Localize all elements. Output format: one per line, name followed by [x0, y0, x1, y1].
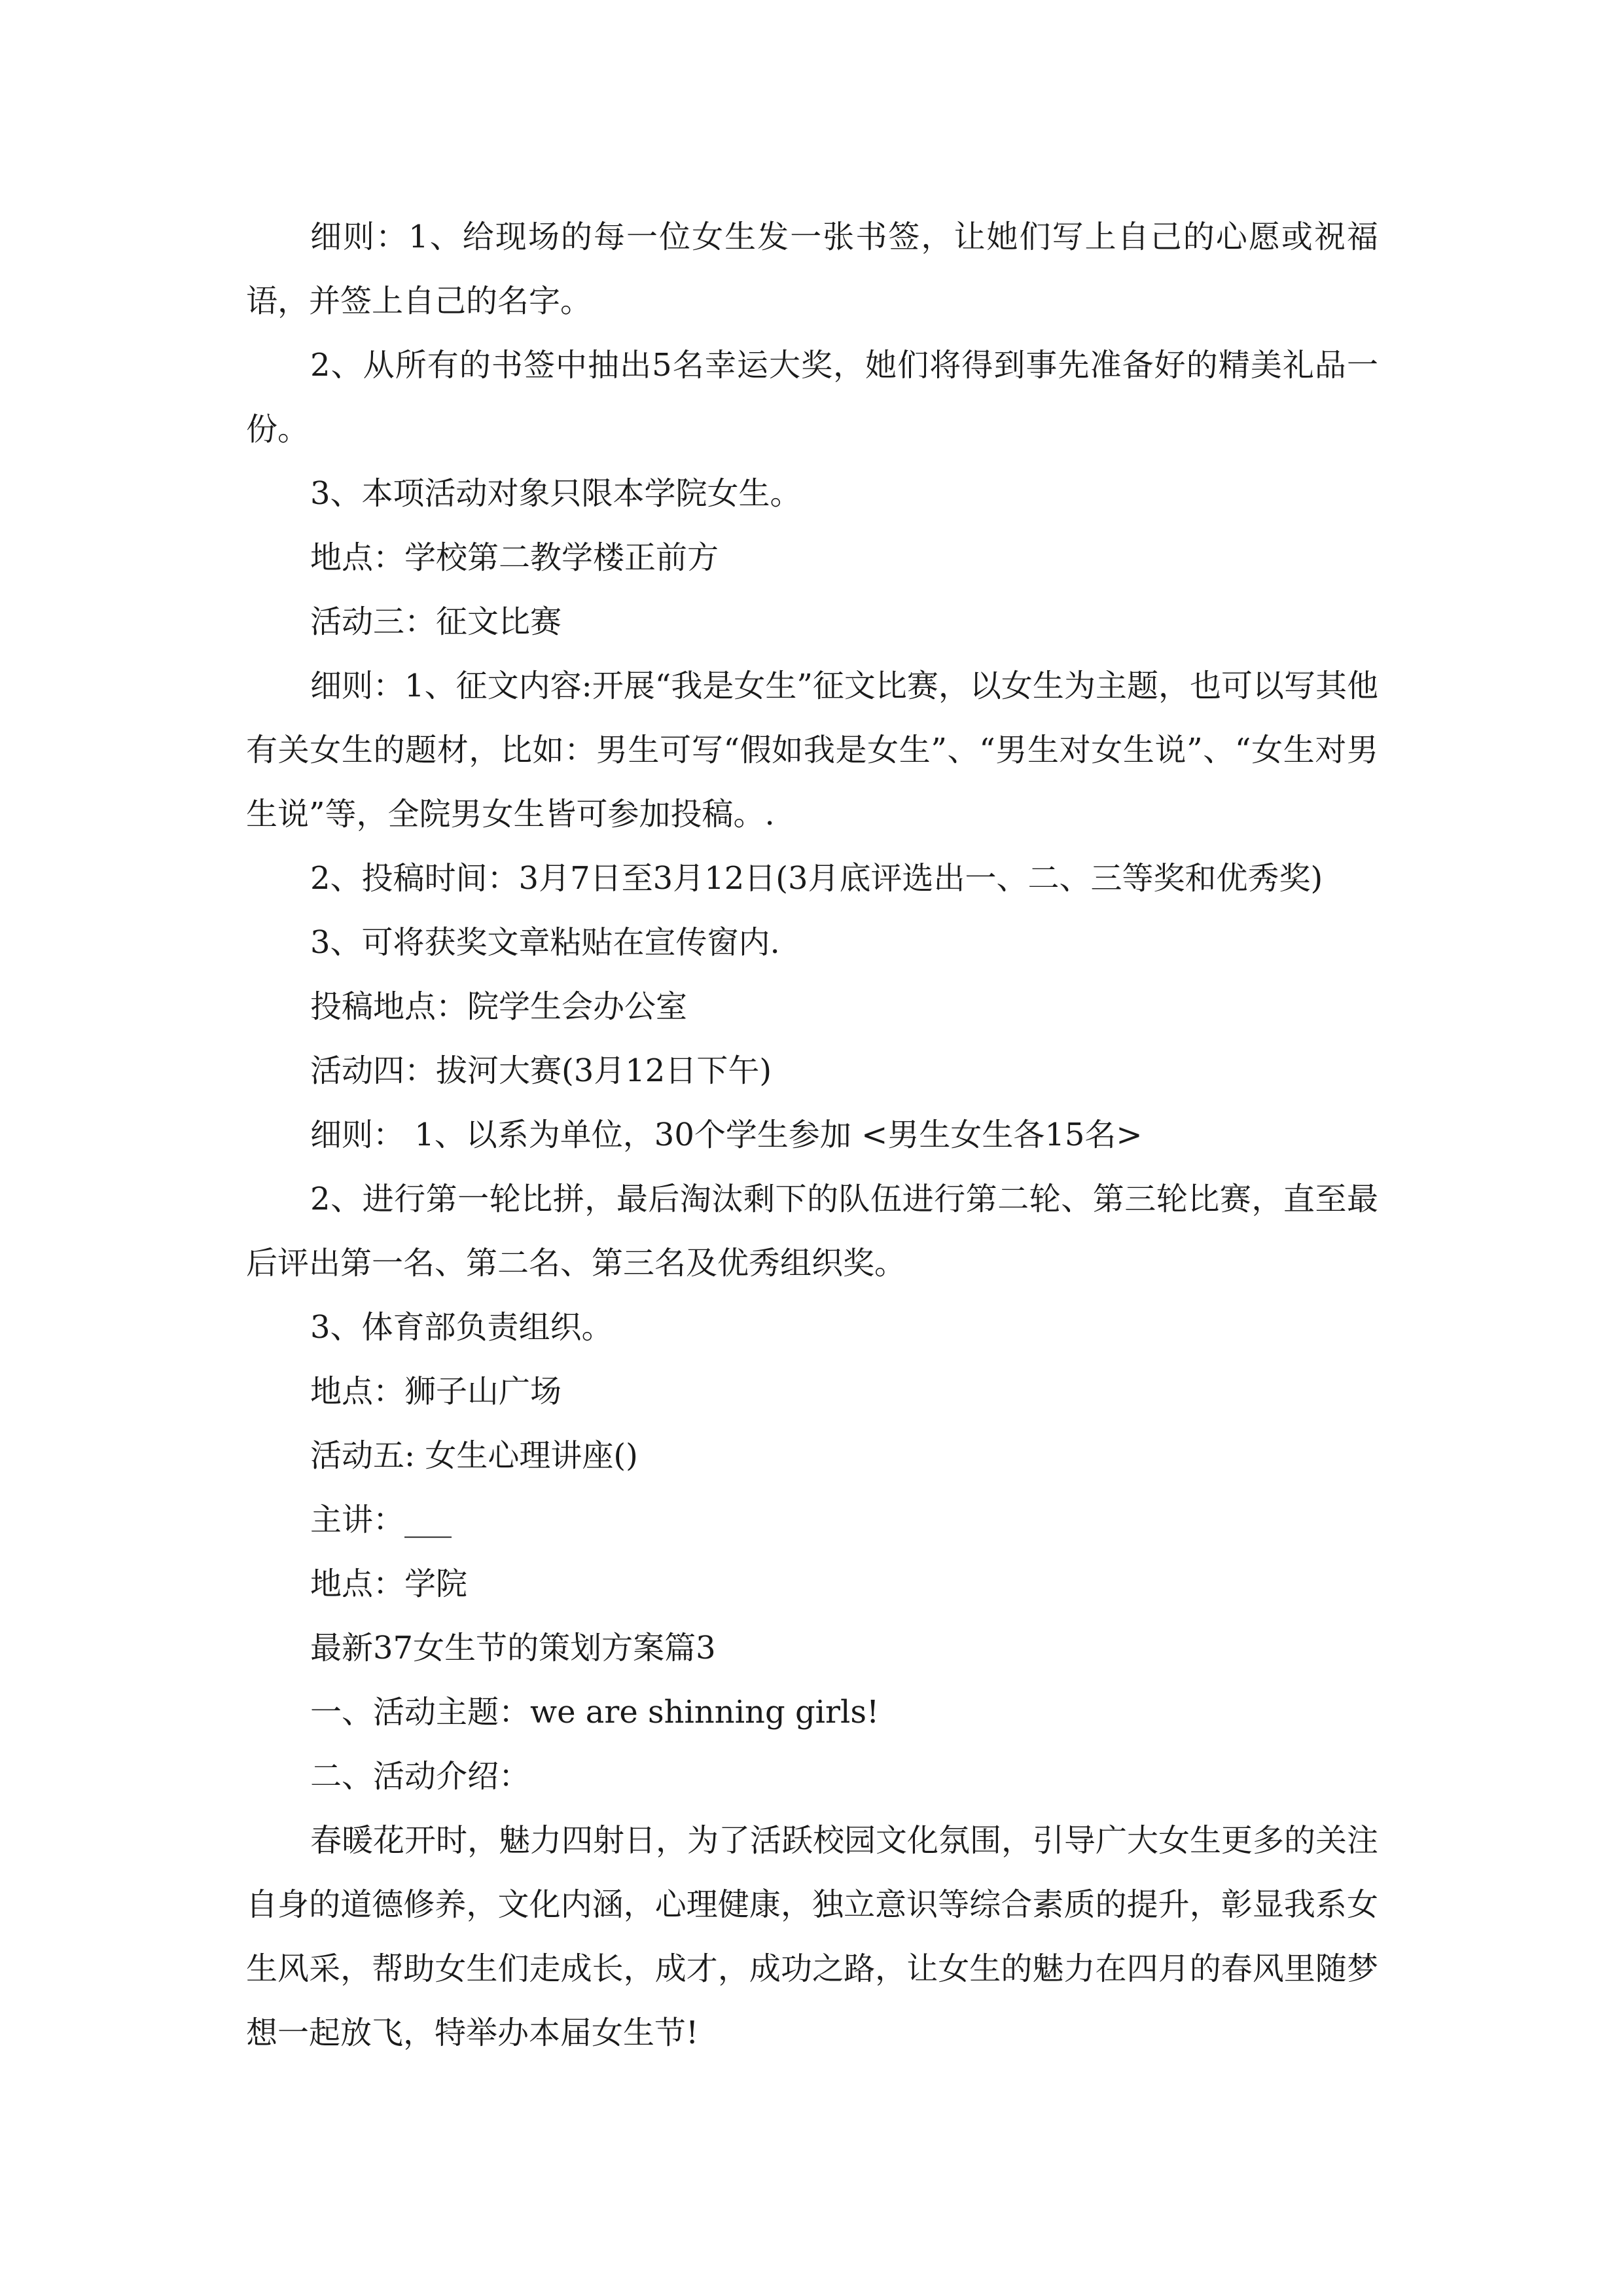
- paragraph-location-3: 地点：学院: [310, 1566, 468, 1602]
- paragraph-location-1: 地点：学校第二教学楼正前方: [310, 539, 719, 576]
- paragraph-tug-rules-2: 2、进行第一轮比拼，最后淘汰剩下的队伍进行第二轮、第三轮比赛，直至最后评出第一名、第二名、第三名及优秀组织奖。: [246, 1181, 1378, 1282]
- paragraph-essay-rules-3: 3、可将获奖文章粘贴在宣传窗内.: [310, 924, 780, 961]
- paragraph-intro-heading: 二、活动介绍：: [310, 1758, 531, 1795]
- paragraph-activity-3: 活动三：征文比赛: [310, 603, 562, 640]
- paragraph-tug-rules-3: 3、体育部负责组织。: [310, 1309, 613, 1346]
- paragraph-intro-body: 春暖花开时，魅力四射日，为了活跃校园文化氛围，引导广大女生更多的关注自身的道德修养，文化内涵，心理健康，独立意识等综合素质的提升，彰显我系女生风采，帮助女生们走成长，成才，成功之路，让女生的魅力在四月的春风里随梦想一起放飞，特举办本届女生节!: [246, 1822, 1379, 2051]
- paragraph-activity-4: 活动四：拔河大赛(3月12日下午): [310, 1052, 772, 1089]
- paragraph-activity-5: 活动五: 女生心理讲座(): [310, 1437, 638, 1474]
- document-body: [246, 205, 1378, 2065]
- paragraph-submission-location: 投稿地点：院学生会办公室: [310, 988, 688, 1025]
- paragraph-rules-1: 细则：1、给现场的每一位女生发一张书签，让她们写上自己的心愿或祝福语，并签上自己的名字。: [246, 219, 1378, 319]
- paragraph-rules-3: 3、本项活动对象只限本学院女生。: [310, 475, 802, 512]
- paragraph-speaker: 主讲：___: [310, 1501, 452, 1538]
- paragraph-essay-rules-1: 细则：1、征文内容:开展“我是女生”征文比赛，以女生为主题，也可以写其他有关女生的题材，比如：男生可写“假如我是女生”、“男生对女生说”、“女生对男生说”等，全院男女生皆可参加投稿。.: [246, 668, 1378, 833]
- paragraph-theme: 一、活动主题：we are shinning girls!: [310, 1694, 880, 1731]
- paragraph-tug-rules-1: 细则： 1、以系为单位，30个学生参加 <男生女生各15名>: [310, 1117, 1143, 1153]
- section-heading: 最新37女生节的策划方案篇3: [310, 1630, 716, 1666]
- paragraph-essay-rules-2: 2、投稿时间：3月7日至3月12日(3月底评选出一、二、三等奖和优秀奖): [310, 860, 1323, 897]
- paragraph-location-2: 地点：狮子山广场: [310, 1373, 562, 1410]
- paragraph-rules-2: 2、从所有的书签中抽出5名幸运大奖，她们将得到事先准备好的精美礼品一份。: [246, 347, 1378, 448]
